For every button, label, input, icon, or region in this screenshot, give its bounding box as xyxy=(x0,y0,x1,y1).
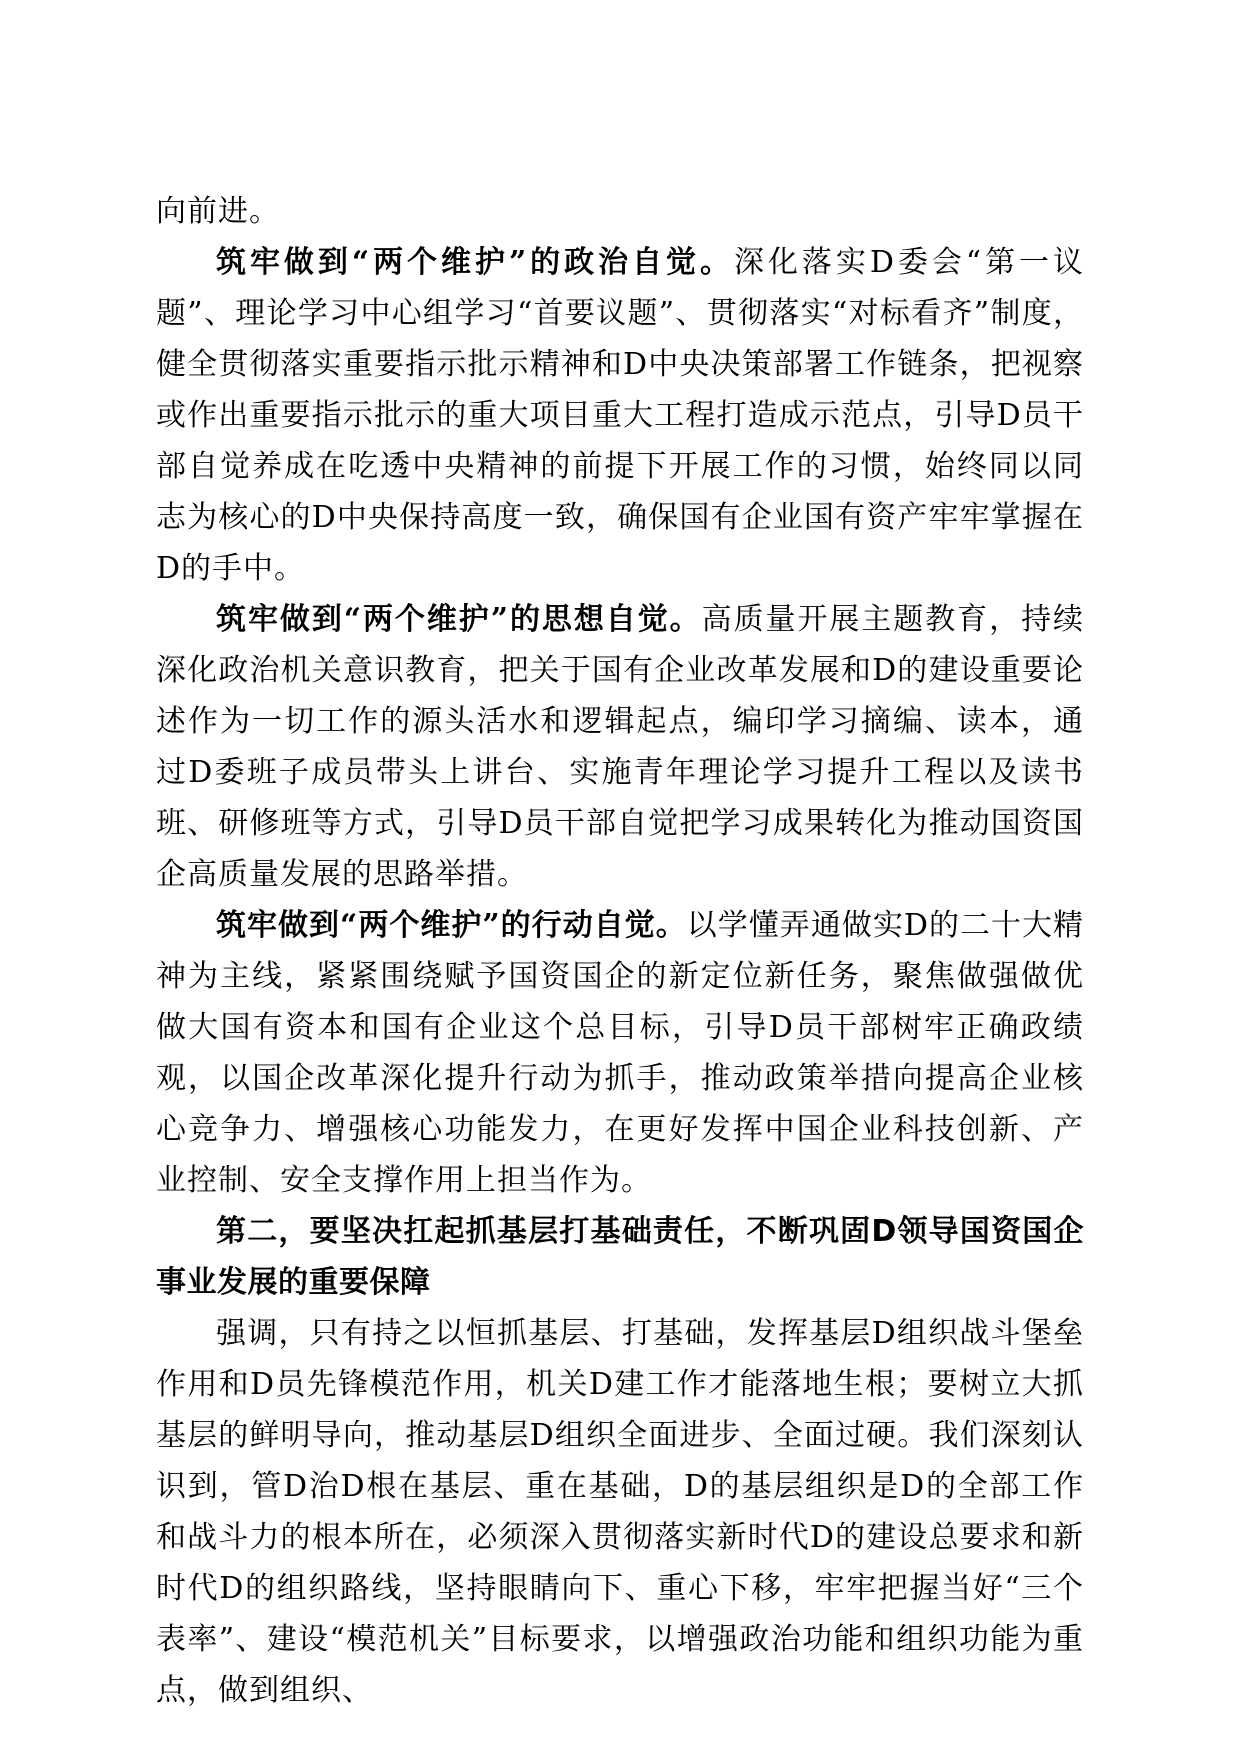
paragraph-body: 高质量开展主题教育，持续深化政治机关意识教育，把关于国有企业改革发展和D的建设重要论述作为一切工作的源头活水和逻辑起点，编印学习摘编、读本，通过D委班子成员带头上讲台、实施青年理论学习提升工程以及读书班、研修班等方式，引导D员干部自觉把学习成果转化为推动国资国企高质量发展的思路举措。 xyxy=(156,602,1085,892)
paragraph-body: 深化落实D委会“第一议题”、理论学习中心组学习“首要议题”、贯彻落实“对标看齐”制度，健全贯彻落实重要指示批示精神和D中央决策部署工作链条，把视察或作出重要指示批示的重大项目重大工程打造成示范点，引导D员干部自觉养成在吃透中央精神的前提下开展工作的习惯，始终同以同志为核心的D中央保持高度一致，确保国有企业国有资产牢牢掌握在D的手中。 xyxy=(156,245,1085,586)
paragraph-ideological-awareness xyxy=(156,594,1084,900)
continuation-line: 向前进。 xyxy=(156,194,280,229)
paragraph-lead: 筑牢做到“两个维护”的政治自觉。 xyxy=(216,245,734,280)
paragraph-lead: 筑牢做到“两个维护”的思想自觉。 xyxy=(216,602,702,637)
document-page xyxy=(156,186,1084,1716)
paragraph-lead: 筑牢做到“两个维护”的行动自觉。 xyxy=(216,908,687,943)
paragraph-action-awareness xyxy=(156,900,1084,1206)
paragraph-grassroots: 强调，只有持之以恒抓基层、打基础，发挥基层D组织战斗堡垒作用和D员先锋模范作用，机关D建工作才能落地生根；要树立大抓基层的鲜明导向，推动基层D组织全面进步、全面过硬。我们深刻认识到，管D治D根在基层、重在基础，D的基层组织是D的全部工作和战斗力的根本所在，必须深入贯彻落实新时代D的建设总要求和新时代D的组织路线，坚持眼睛向下、重心下移，牢牢把握当好“三个表率”、建设“模范机关”目标要求，以增强政治功能和组织功能为重点，做到组织、 xyxy=(156,1316,1084,1708)
paragraph-body: 以学懂弄通做实D的二十大精神为主线，紧紧围绕赋予国资国企的新定位新任务，聚焦做强做优做大国有资本和国有企业这个总目标，引导D员干部树牢正确政绩观，以国企改革深化提升行动为抓手，推动政策举措向提高企业核心竞争力、增强核心功能发力，在更好发挥中国企业科技创新、产业控制、安全支撑作用上担当作为。 xyxy=(156,908,1084,1198)
section-heading: 第二，要坚决扛起抓基层打基础责任，不断巩固D领导国资国企事业发展的重要保障 xyxy=(156,1214,1084,1300)
paragraph-political-awareness xyxy=(156,237,1084,594)
